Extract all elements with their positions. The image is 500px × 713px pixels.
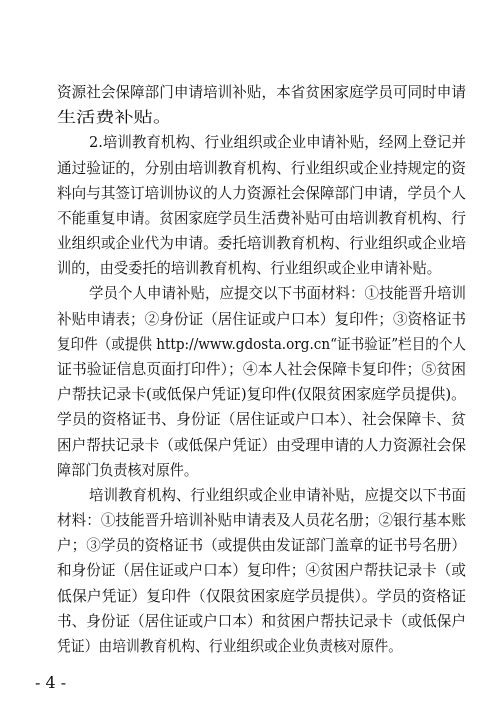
text-line xyxy=(89,131,466,153)
text-line xyxy=(89,282,466,304)
line-text: 户；③学员的资格证书（或提供由发证部门盖章的证书号名册） xyxy=(57,536,466,555)
line-text: 培训教育机构、行业组织或企业申请补贴，应提交以下书面 xyxy=(89,485,466,504)
line-text: 材料：①技能晋升培训补贴申请表及人员花名册；②银行基本账 xyxy=(57,511,466,530)
line-text: 户帮扶记录卡(或低保户凭证)复印件(仅限贫困家庭学员提供)。 xyxy=(57,385,466,404)
text-line xyxy=(57,383,466,405)
line-text: 生活费补贴。 xyxy=(57,108,172,127)
text-line xyxy=(57,459,198,481)
text-line xyxy=(57,534,466,556)
line-text: 业组织或企业代为申请。委托培训教育机构、行业组织或企业培 xyxy=(57,234,466,253)
text-line xyxy=(57,81,466,103)
line-text: 通过验证的，分别由培训教育机构、行业组织或企业持规定的资 xyxy=(57,158,466,177)
line-text: 料向与其签订培训协议的人力资源社会保障部门申请，学员个人 xyxy=(57,183,466,202)
text-line xyxy=(57,182,466,204)
line-text: 凭证）由培训教育机构、行业组织或企业负责核对原件。 xyxy=(57,637,402,655)
line-text: 证书验证信息页面打印件）；④本人社会保障卡复印件；⑤贫困 xyxy=(57,360,466,378)
line-text: 和身份证（居住证或户口本）复印件；④贫困户帮扶记录卡（或 xyxy=(57,561,466,580)
text-line xyxy=(89,484,466,506)
text-line xyxy=(57,635,402,657)
text-line xyxy=(57,308,466,330)
line-text: 困户帮扶记录卡（或低保户凭证）由受理申请的人力资源社会保 xyxy=(57,435,466,454)
line-text: 障部门负责核对原件。 xyxy=(57,460,198,479)
line-text: 2.培训教育机构、行业组织或企业申请补贴，经网上登记并 xyxy=(89,133,466,152)
text-line xyxy=(57,157,466,179)
line-text: 学员的资格证书、身份证（居住证或户口本）、社会保障卡、贫 xyxy=(57,410,466,429)
text-line xyxy=(57,232,466,254)
text-line xyxy=(57,434,466,456)
line-text: 学员个人申请补贴，应提交以下书面材料：①技能晋升培训 xyxy=(89,284,466,303)
text-line xyxy=(57,333,466,355)
text-line xyxy=(57,585,466,607)
line-text: 资源社会保障部门申请培训补贴，本省贫困家庭学员可同时申请 xyxy=(57,83,466,101)
line-text: 不能重复申请。贫困家庭学员生活费补贴可由培训教育机构、行 xyxy=(57,208,466,227)
page-number: - 4 - xyxy=(35,673,67,692)
line-text: 训的，由受委托的培训教育机构、行业组织或企业申请补贴。 xyxy=(57,259,441,278)
text-line xyxy=(57,408,466,430)
text-line xyxy=(57,257,441,279)
line-text: 书、身份证（居住证或户口本）和贫困户帮扶记录卡（或低保户 xyxy=(57,611,466,630)
line-text: 低保户凭证）复印件（仅限贫困家庭学员提供）。学员的资格证 xyxy=(57,586,466,605)
text-line xyxy=(57,358,466,380)
line-text: 补贴申请表；②身份证（居住证或户口本）复印件；③资格证书 xyxy=(57,309,466,328)
text-line xyxy=(57,559,466,581)
text-line xyxy=(57,509,466,531)
text-line xyxy=(57,106,172,128)
line-text: 复印件（或提供 http://www.gdosta.org.cn“证书验证”栏目的个人 xyxy=(57,334,466,353)
text-line xyxy=(57,610,466,632)
text-line xyxy=(57,207,466,229)
